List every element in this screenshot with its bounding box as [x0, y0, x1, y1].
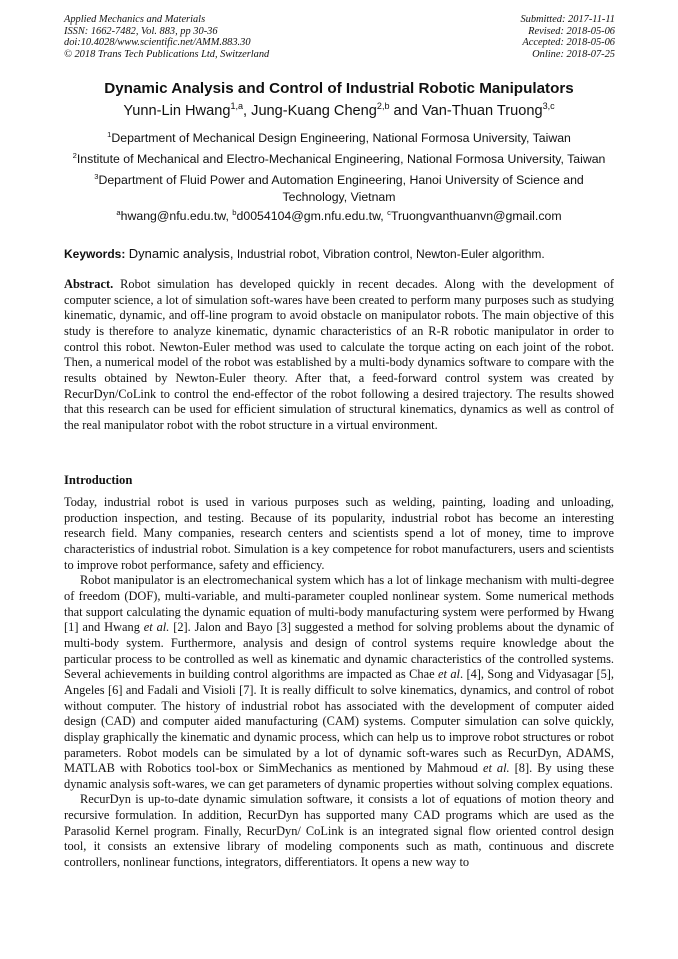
author-separator: ,: [243, 103, 252, 119]
email-address: hwang@nfu.edu.tw: [120, 209, 226, 223]
affiliation-1: [0, 130, 678, 147]
keywords-label: Keywords:: [64, 247, 126, 261]
author-superscript: 1,a: [230, 101, 244, 112]
submitted-date: Submitted: 2017-11-11: [520, 14, 615, 25]
affiliation-3: [80, 172, 598, 205]
affiliation-text: Department of Fluid Power and Automation Engineering, Hanoi University of Science and Technology, Vietnam: [98, 173, 584, 204]
copyright-line: © 2018 Trans Tech Publications Ltd, Switzerland: [64, 48, 270, 60]
intro-paragraph-2: [64, 573, 614, 792]
italic-citation: et al: [437, 667, 460, 682]
author-separator: and: [389, 103, 422, 119]
author-name: Yunn-Lin Hwang: [123, 103, 231, 119]
author-superscript: 2,b: [376, 101, 390, 112]
online-date: Online: 2018-07-25: [532, 48, 615, 60]
email-address: Truongvanthuanvn@gmail.com: [390, 209, 562, 223]
email-address: d0054104@gm.nfu.edu.tw: [236, 209, 381, 223]
abstract-block: [64, 277, 614, 434]
email-line: $^a$hwang@nfu.edu.tw, $^b$d0054104@gm.nfu.edu.tw, $^c$Truongvanthuanvn@gmail.com: [116, 207, 562, 223]
paragraph-text: [2]. Jalon and Bayo [3] suggested a method for solving problems about the dynamic of multi-body system. Furthermore, analysis and design of control systems require knowledge about the particular process to be controlled as well as kinematic and dynamic characteristics of the controlled systems. Several achievements in building control algorithms are impacted as Chae: [64, 620, 614, 682]
affiliation-marker: 2: [72, 150, 77, 160]
accepted-date: Accepted: 2018-05-06: [522, 37, 615, 49]
journal-header-left: [64, 14, 269, 60]
affiliation-2: [0, 151, 678, 168]
author-superscript: 3,c: [542, 101, 555, 112]
intro-paragraph-1: Today, industrial robot is used in various purposes such as welding, painting, loading and unloading, production inspection, and testing. Because of its popularity, industrial robot has become an interesting research field. Many companies, research centers and scientists spend a lot of money, time to improve characteristics of industrial robot. Simulation is a key competence for robot manufacturers, users and scientists to improve robot performance, safety and efficiency.: [64, 495, 614, 572]
paragraph-text: Robot manipulator is an electromechanical system which has a lot of linkage mechanism with multi-degree of freedom (DOF), multi-variable, and multi-parameter coupled nonlinear system. Some numerical methods that support calculating the dynamic equation of multi-body manufacturing system were performed by Hwang [1] and Hwang: [64, 573, 614, 635]
affiliation-text: Department of Mechanical Design Engineering, National Formosa University, Taiwan: [111, 131, 571, 145]
revised-date: Revised: 2018-05-06: [528, 25, 615, 37]
issn-line: ISSN: 1662-7482, Vol. 883, pp 30-36: [64, 25, 218, 37]
paragraph-text: [8]. By using these dynamic analysis soft-wares, we can get parameters of dynamic properties without solving complex equations.: [64, 761, 614, 791]
journal-header-right: [520, 14, 615, 60]
intro-paragraph-3: RecurDyn is up-to-date dynamic simulation software, it consists a lot of equations of motion theory and recursive formulation. In addition, RecurDyn has supported many CAD programs which are used as the Parasolid Kernel program. Finally, RecurDyn/ CoLink is an integrated signal flow oriented control design tool, it consists an extensive library of modeling components such as math, continuous and discrete controllers, nonlinear functions, integrators, differentiators. It opens a new way to: [64, 792, 614, 870]
author-name: Van-Thuan Truong: [421, 103, 543, 119]
paragraph-text: . [4], Song and Vidyasagar [5], Angeles [6] and Fadali and Visioli [7]. It is really difficult to solve kinematics, dynamics, and control of robot without computer. The history of industrial robot has associated with the development of computer aided design (CAD) and computer aided manufacturing (CAM) systems. Computer simulation can solve quickly, display graphically the kinematic and dynamic process, which can help us to improve robot structures or robot parameters. Robot models can be simulated by a lot of dynamic soft-wares such as RecurDyn, ADAMS, MATLAB with Robotics tool-box or SimMechanics as mentioned by Mahmoud: [64, 667, 614, 776]
affiliation-marker: 3: [94, 171, 99, 181]
paper-title: Dynamic Analysis and Control of Industrial Robotic Manipulators: [104, 80, 574, 97]
italic-citation: et al.: [482, 761, 510, 776]
affiliation-text: Institute of Mechanical and Electro-Mechanical Engineering, National Formosa University, Taiwan: [76, 152, 606, 166]
abstract-text: Robot simulation has developed quickly in recent decades. Along with the development of computer science, a lot of simulation soft-wares have been created to perform many purposes such as studying kinematic, dynamic, and off-line program to avoid obstacle on manipulator robots. The main objective of this study is therefore to analyze kinematic, dynamic characteristics of an R-R robotic manipulator in order to control this robot. Newton-Euler method was used to calculate the torque acting on each joint of the robot. Then, a numerical model of the robot was established by a multi-body dynamics software to compare with the results obtained by Newton-Euler theory. After that, a feed-forward control system was created by RecurDyn/CoLink to control the end-effector of the robot following a desired trajectory. The results showed that this research can be used for efficient simulation of structural kinematics, dynamics as well as control of the real manipulator robot with the robot structure in a virtual environment.: [64, 277, 614, 432]
doi-line: doi:10.4028/www.scientific.net/AMM.883.30: [64, 37, 251, 49]
affiliation-marker: 1: [107, 129, 112, 139]
keyword-list: Industrial robot, Vibration control, Newton-Euler algorithm.: [236, 247, 545, 261]
author-list: [0, 103, 678, 119]
email-marker: b: [232, 207, 237, 217]
section-heading-introduction: Introduction: [64, 473, 133, 487]
author-name: Jung-Kuang Cheng: [251, 103, 377, 119]
journal-name: Applied Mechanics and Materials: [64, 14, 206, 25]
email-marker: a: [116, 207, 121, 217]
abstract-label: Abstract.: [64, 277, 114, 291]
italic-citation: et al.: [143, 620, 170, 635]
keyword-first: Dynamic analysis,: [128, 246, 234, 261]
keywords-line: [64, 246, 624, 261]
introduction-body: [64, 495, 614, 871]
email-marker: c: [387, 207, 391, 217]
